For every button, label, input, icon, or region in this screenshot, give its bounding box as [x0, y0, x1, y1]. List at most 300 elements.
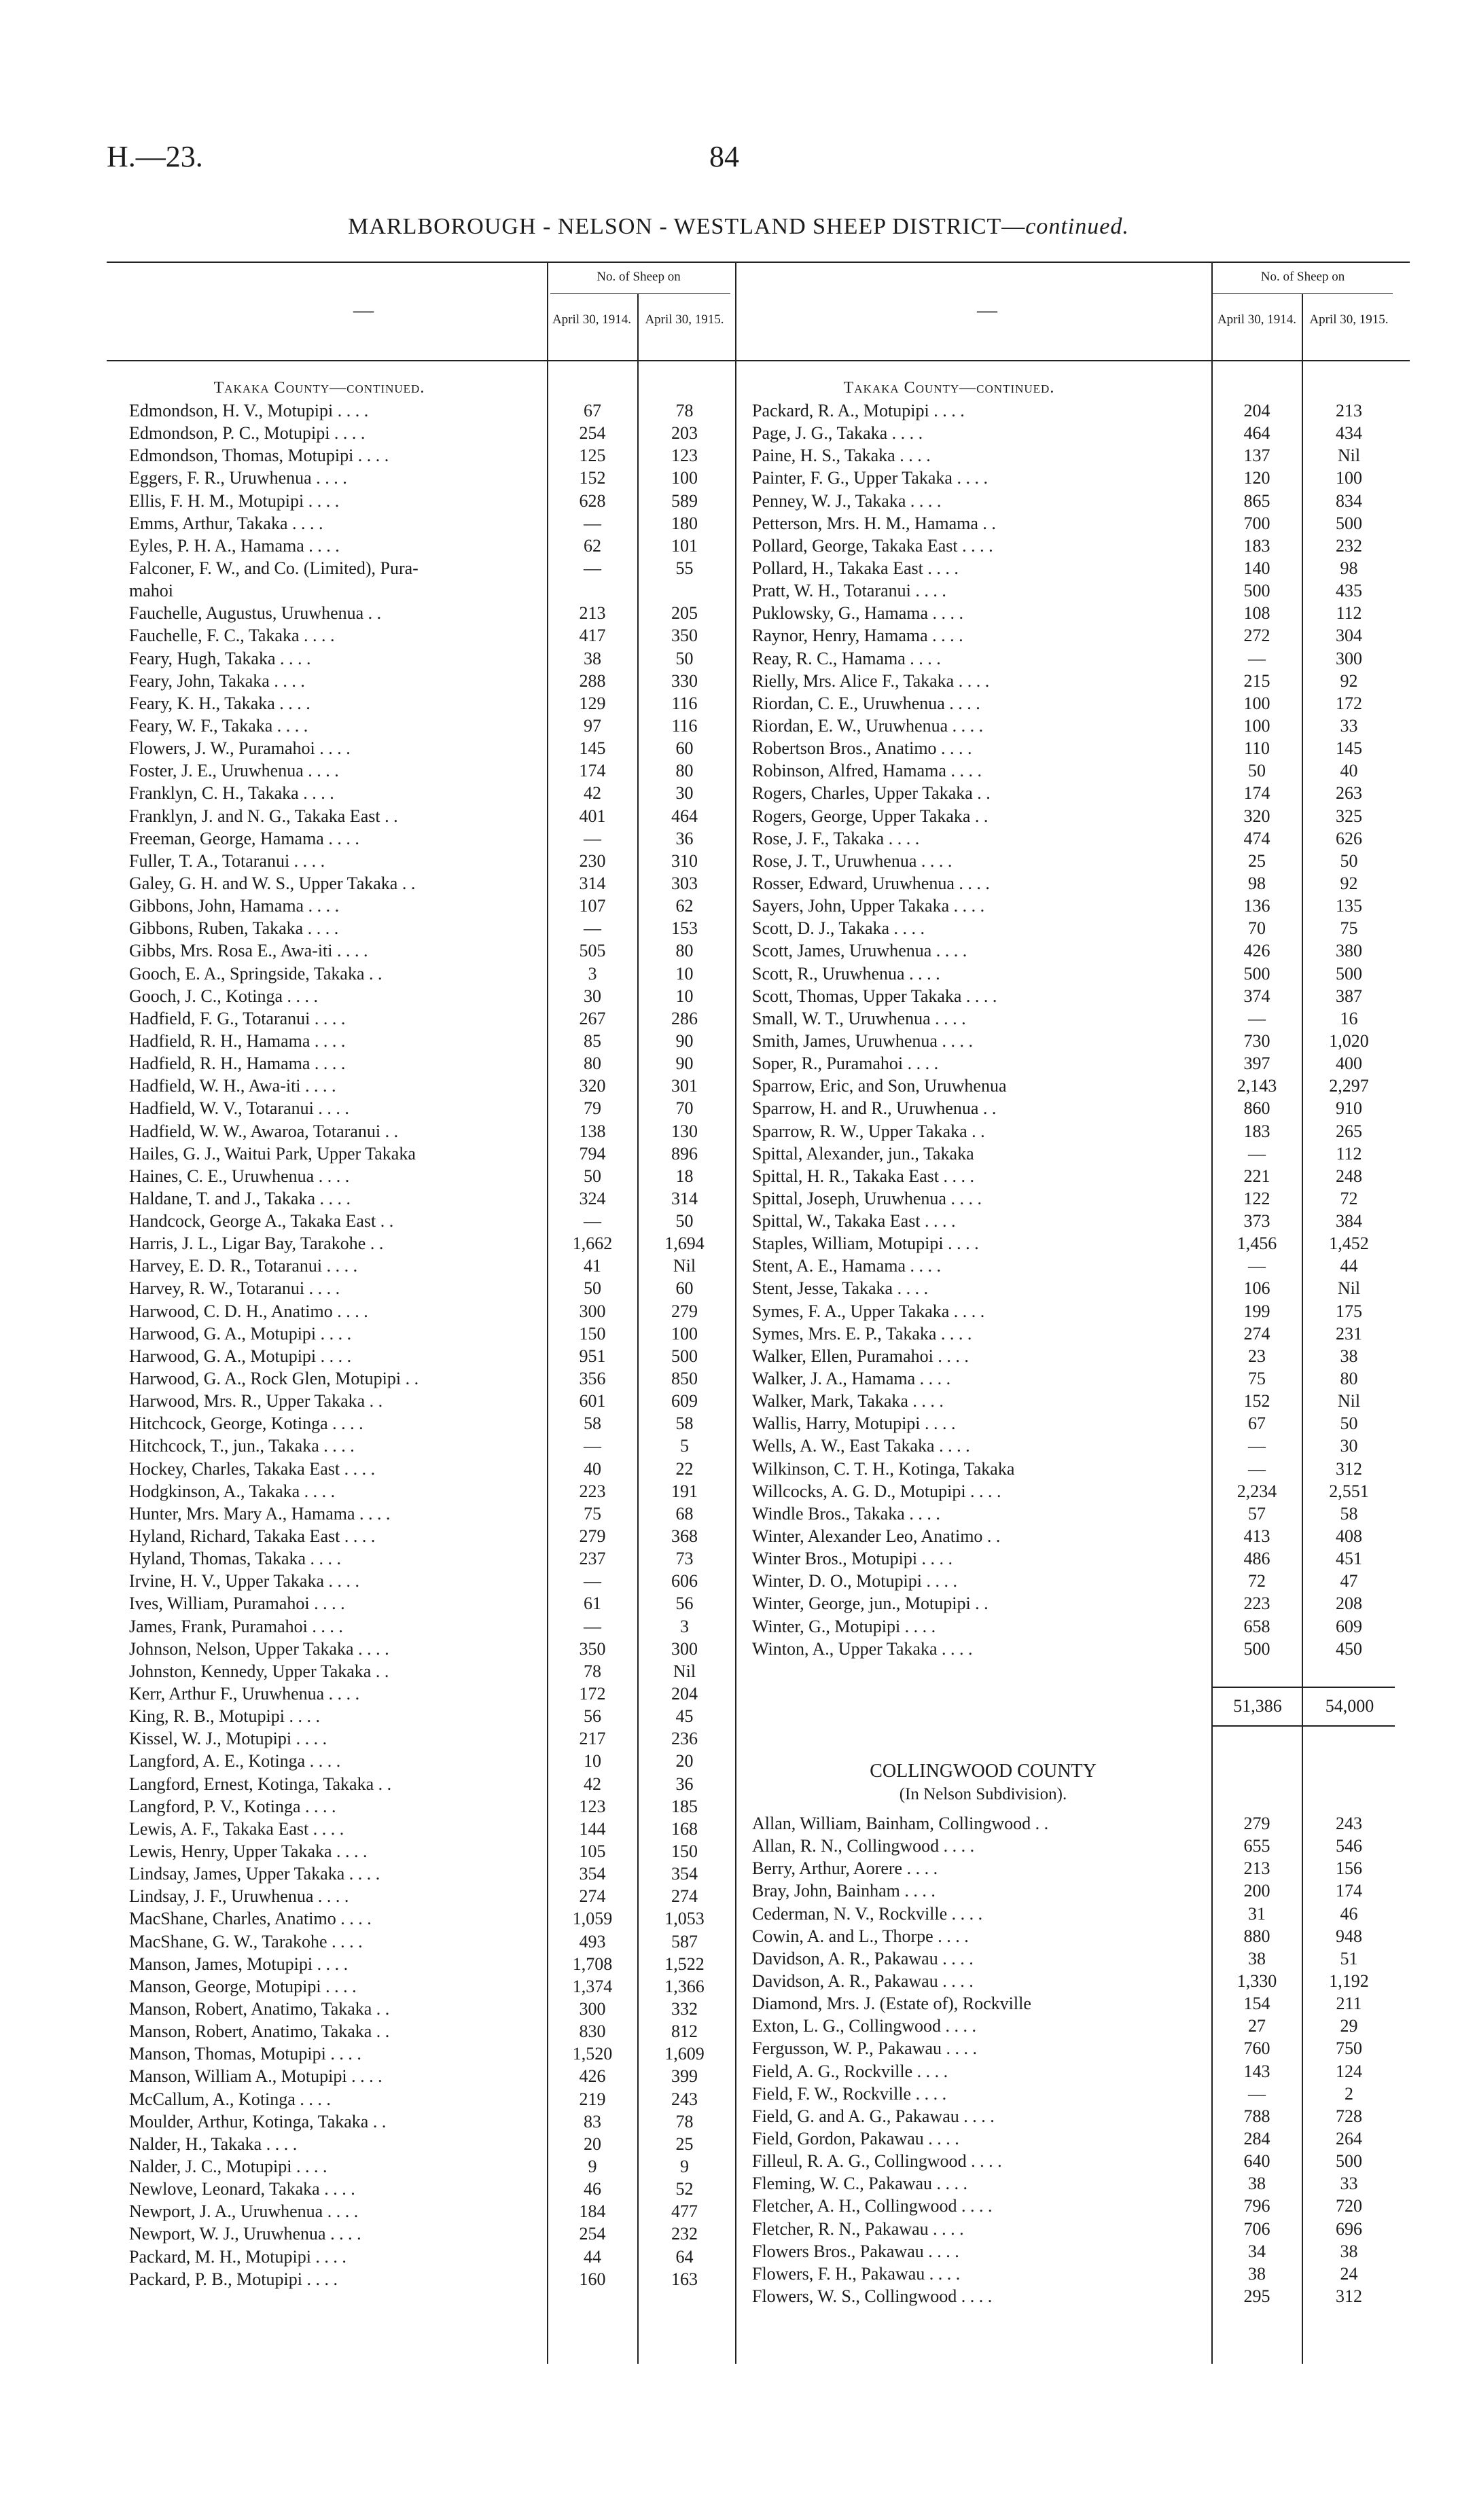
- table-row: [752, 1232, 1394, 1255]
- right-col2-header: April 30, 1915.: [1309, 312, 1389, 327]
- table-row: [129, 737, 730, 759]
- table-row: [752, 422, 1394, 444]
- table-row: [752, 827, 1394, 850]
- sheep-count-1914: 31: [1248, 1903, 1266, 1924]
- sheep-count-1915: 36: [675, 1774, 694, 1794]
- table-row: [752, 917, 1394, 939]
- sheep-count-1914: 40: [584, 1458, 601, 1479]
- sheep-count-1914: 505: [579, 941, 606, 961]
- sheep-owner-name: Gibbons, Ruben, Takaka . . . .: [129, 918, 339, 939]
- sheep-count-1914: 62: [584, 535, 601, 556]
- sheep-owner-name: Pratt, W. H., Totaranui . . . .: [752, 581, 946, 601]
- table-row: [129, 602, 730, 624]
- sheep-owner-name: Spittal, Joseph, Uruwhenua . . . .: [752, 1188, 982, 1208]
- sheep-owner-name: James, Frank, Puramahoi . . . .: [129, 1616, 343, 1636]
- sheep-count-1914: 125: [579, 446, 606, 466]
- sheep-count-1915: 1,609: [664, 2044, 705, 2064]
- sheep-count-1914: 658: [1243, 1616, 1270, 1636]
- sheep-count-1914: 80: [584, 1054, 601, 1074]
- sheep-owner-name: Langford, P. V., Kotinga . . . .: [129, 1796, 336, 1816]
- table-row: [129, 1547, 730, 1570]
- sheep-owner-name: Haldane, T. and J., Takaka . . . .: [129, 1188, 351, 1208]
- table-row: [129, 579, 730, 602]
- sheep-count-1914: 200: [1243, 1881, 1270, 1901]
- sheep-count-1914: 401: [579, 806, 606, 826]
- sheep-owner-name: Winter, George, jun., Motupipi . .: [752, 1594, 989, 1614]
- sheep-owner-name: Rogers, Charles, Upper Takaka . .: [752, 783, 991, 804]
- sheep-owner-name: Newport, W. J., Uruwhenua . . . .: [129, 2224, 361, 2244]
- table-row: [752, 759, 1394, 782]
- table-row: [752, 1480, 1394, 1502]
- table-row: [129, 1435, 730, 1457]
- table-row: [129, 399, 730, 422]
- sheep-owner-name: Puklowsky, G., Hamama . . . .: [752, 603, 964, 624]
- sheep-count-1914: 44: [584, 2246, 601, 2267]
- sheep-count-1915: 750: [1336, 2038, 1362, 2059]
- table-row: [129, 1773, 730, 1795]
- sheep-owner-name: Scott, James, Uruwhenua . . . .: [752, 941, 967, 961]
- table-row: [752, 1435, 1394, 1457]
- table-row: [129, 2200, 730, 2222]
- sheep-owner-name: Paine, H. S., Takaka . . . .: [752, 446, 931, 466]
- table-row: [129, 535, 730, 557]
- sheep-owner-name: Filleul, R. A. G., Collingwood . . . .: [752, 2151, 1002, 2172]
- sheep-count-1914: 500: [1243, 1638, 1270, 1659]
- table-row: [129, 1953, 730, 1975]
- table-row: [129, 827, 730, 850]
- sheep-count-1914: 628: [579, 490, 606, 511]
- page-title: [0, 214, 1477, 240]
- sheep-count-1914: 1,708: [572, 1954, 613, 1974]
- sheep-owner-name: Hadfield, R. H., Hamama . . . .: [129, 1030, 346, 1051]
- sheep-count-1914: 183: [1243, 535, 1270, 556]
- sheep-count-1915: 609: [671, 1391, 698, 1411]
- sheep-owner-name: Raynor, Henry, Hamama . . . .: [752, 626, 963, 646]
- sheep-count-1915: 546: [1336, 1836, 1362, 1856]
- table-row: [129, 1300, 730, 1322]
- sheep-count-1915: 44: [1340, 1256, 1358, 1276]
- sheep-count-1915: 51: [1340, 1948, 1358, 1968]
- sheep-count-1914: 41: [584, 1256, 601, 1276]
- table-row: [129, 1615, 730, 1638]
- sheep-count-1914: 97: [584, 715, 601, 736]
- sheep-owner-name: Stent, A. E., Hamama . . . .: [752, 1256, 942, 1276]
- sheep-owner-name: Diamond, Mrs. J. (Estate of), Rockville: [752, 1994, 1031, 2014]
- sheep-owner-name: Berry, Arthur, Aorere . . . .: [752, 1858, 938, 1879]
- sheep-count-1915: 78: [675, 401, 694, 420]
- sheep-count-1915: 58: [675, 1414, 694, 1434]
- sheep-count-1914: 150: [579, 1323, 606, 1344]
- sheep-count-1915: 98: [1340, 558, 1358, 578]
- sheep-count-1914: 279: [1243, 1814, 1270, 1833]
- sheep-count-1914: 10: [584, 1751, 601, 1771]
- sheep-count-1914: 143: [1243, 2061, 1270, 2081]
- sheep-count-1914: 106: [1243, 1278, 1270, 1299]
- sheep-count-1915: Nil: [1337, 446, 1361, 466]
- table-row: [752, 2127, 1394, 2150]
- table-row: [752, 1142, 1394, 1165]
- table-row: [129, 1030, 730, 1052]
- sheep-owner-name: Kissel, W. J., Motupipi . . . .: [129, 1729, 327, 1749]
- sheep-count-1914: 760: [1243, 2038, 1270, 2059]
- sheep-count-1915: 56: [675, 1594, 694, 1614]
- sheep-owner-name: Hyland, Richard, Takaka East . . . .: [129, 1526, 376, 1547]
- sheep-count-1915: 5: [680, 1436, 689, 1456]
- table-row: [129, 2268, 730, 2290]
- sheep-owner-name: Rose, J. F., Takaka . . . .: [752, 828, 920, 848]
- sheep-owner-name: Field, Gordon, Pakawau . . . .: [752, 2128, 959, 2148]
- table-row: [752, 1030, 1394, 1052]
- sheep-count-1915: 589: [671, 490, 698, 511]
- sheep-count-1914: —: [584, 513, 601, 533]
- sheep-count-1914: 486: [1243, 1549, 1270, 1569]
- sheep-owner-name: Sparrow, Eric, and Son, Uruwhenua: [752, 1076, 1007, 1096]
- table-row: [129, 557, 730, 579]
- sheep-owner-name: Hitchcock, George, Kotinga . . . .: [129, 1414, 363, 1434]
- sheep-count-1915: 248: [1336, 1166, 1362, 1186]
- sheep-owner-name: Rogers, George, Upper Takaka . .: [752, 806, 989, 826]
- sheep-owner-name: Small, W. T., Uruwhenua . . . .: [752, 1008, 966, 1028]
- sheep-count-1914: 58: [584, 1414, 601, 1434]
- sheep-count-1914: 61: [584, 1594, 601, 1614]
- sheep-count-1915: 75: [1340, 918, 1358, 939]
- table-row: [752, 1879, 1394, 1902]
- sheep-owner-name: Harwood, C. D. H., Anatimo . . . .: [129, 1301, 368, 1321]
- left-col2-header: April 30, 1915.: [645, 312, 724, 327]
- sheep-owner-name: Stent, Jesse, Takaka . . . .: [752, 1278, 929, 1299]
- sheep-count-1914: 79: [584, 1098, 601, 1119]
- sheep-count-1914: 85: [584, 1030, 601, 1051]
- sheep-owner-name: Spittal, Alexander, jun., Takaka: [752, 1143, 974, 1164]
- sheep-count-1914: 324: [579, 1188, 606, 1208]
- table-row: [129, 1210, 730, 1232]
- sheep-count-1915: 205: [671, 603, 698, 624]
- table-row: [752, 512, 1394, 535]
- sheep-count-1914: 38: [1248, 1948, 1266, 1968]
- sheep-count-1915: 123: [671, 446, 698, 466]
- sheep-count-1915: 325: [1336, 806, 1362, 826]
- sheep-owner-name: Gibbs, Mrs. Rosa E., Awa-iti . . . .: [129, 941, 368, 961]
- sheep-count-1914: 50: [1248, 761, 1266, 781]
- sheep-count-1915: 124: [1336, 2061, 1362, 2081]
- sheep-count-1915: 163: [671, 2269, 698, 2289]
- sheep-owner-name: Sparrow, H. and R., Uruwhenua . .: [752, 1098, 997, 1119]
- sheep-owner-name: Symes, F. A., Upper Takaka . . . .: [752, 1301, 985, 1321]
- sheep-count-1914: 706: [1243, 2218, 1270, 2239]
- table-row: [129, 782, 730, 804]
- sheep-owner-name: Gibbons, John, Hamama . . . .: [129, 896, 340, 916]
- table-row: [129, 490, 730, 512]
- table-row: [129, 1458, 730, 1480]
- sheep-count-1915: 310: [671, 850, 698, 871]
- sheep-count-1915: 1,452: [1329, 1234, 1369, 1254]
- table-row: [129, 2155, 730, 2178]
- table-row: [129, 917, 730, 939]
- sheep-count-1914: 397: [1243, 1054, 1270, 1074]
- sheep-count-1914: 46: [584, 2179, 601, 2199]
- table-row: [129, 1007, 730, 1030]
- left-group-header: No. of Sheep on: [597, 270, 681, 284]
- sheep-count-1915: 38: [1340, 2241, 1358, 2261]
- sheep-count-1914: 417: [579, 626, 606, 646]
- sheep-count-1914: 865: [1243, 490, 1270, 511]
- table-row: [752, 1367, 1394, 1390]
- sheep-count-1915: 62: [675, 896, 694, 916]
- sheep-owner-name: Fletcher, A. H., Collingwood . . . .: [752, 2196, 993, 2216]
- sheep-count-1914: 108: [1243, 603, 1270, 624]
- sheep-owner-name: Hockey, Charles, Takaka East . . . .: [129, 1458, 376, 1479]
- sheep-owner-name: Rosser, Edward, Uruwhenua . . . .: [752, 873, 990, 893]
- sheep-count-1914: 122: [1243, 1188, 1270, 1208]
- sheep-owner-name: Manson, Robert, Anatimo, Takaka . .: [129, 1998, 390, 2019]
- sheep-count-1915: 2,551: [1329, 1481, 1369, 1501]
- sheep-count-1915: 100: [1336, 468, 1362, 488]
- sheep-count-1914: —: [584, 1616, 601, 1636]
- sheep-count-1914: 320: [1243, 806, 1270, 826]
- sheep-count-1914: 217: [579, 1729, 606, 1749]
- sheep-count-1915: 3: [680, 1616, 689, 1636]
- sheep-count-1915: 16: [1340, 1008, 1358, 1028]
- sheep-owner-name: Handcock, George A., Takaka East . .: [129, 1211, 394, 1231]
- table-row: [752, 1007, 1394, 1030]
- sheep-count-1915: 300: [1336, 648, 1362, 668]
- table-row: [752, 895, 1394, 917]
- sheep-owner-name: Fleming, W. C., Pakawau . . . .: [752, 2174, 968, 2194]
- sheep-count-1915: 116: [671, 693, 698, 713]
- table-row: [752, 1547, 1394, 1570]
- table-row: [129, 1705, 730, 1727]
- table-row: [129, 1502, 730, 1525]
- sheep-count-1914: —: [584, 1571, 601, 1591]
- sheep-count-1914: 830: [579, 2021, 606, 2042]
- sheep-count-1914: 137: [1243, 446, 1270, 466]
- sheep-count-1915: 60: [675, 1278, 694, 1299]
- sheep-count-1914: 500: [1243, 963, 1270, 984]
- sheep-count-1915: 116: [671, 715, 698, 736]
- table-row: [752, 1502, 1394, 1525]
- table-row: [752, 2083, 1394, 2105]
- sheep-count-1914: 70: [1248, 918, 1266, 939]
- table-row: [752, 715, 1394, 737]
- sheep-count-1914: 83: [584, 2111, 601, 2131]
- table-row: [752, 1857, 1394, 1879]
- sheep-owner-name: Flowers, F. H., Pakawau . . . .: [752, 2263, 961, 2284]
- sheep-count-1915: 1,192: [1329, 1970, 1369, 1991]
- table-row: [129, 1862, 730, 1885]
- sheep-count-1914: 373: [1243, 1211, 1270, 1231]
- table-row: [752, 1835, 1394, 1857]
- sheep-count-1914: 154: [1243, 1994, 1270, 2014]
- sheep-owner-name: Ellis, F. H. M., Motupipi . . . .: [129, 490, 340, 511]
- sheep-count-1914: 9: [588, 2156, 597, 2176]
- table-row: [129, 2222, 730, 2245]
- sheep-owner-name: Walker, J. A., Hamama . . . .: [752, 1369, 951, 1389]
- sheep-count-1915: 500: [1336, 963, 1362, 984]
- table-row: [129, 647, 730, 670]
- sheep-count-1914: —: [584, 1211, 601, 1231]
- sheep-count-1915: 380: [1336, 941, 1362, 961]
- table-row: [129, 692, 730, 715]
- table-row: [752, 1277, 1394, 1299]
- sheep-count-1915: 609: [1336, 1616, 1362, 1636]
- left-rows: [129, 399, 730, 2290]
- sheep-count-1914: 152: [579, 468, 606, 488]
- sheep-count-1915: 408: [1336, 1526, 1362, 1547]
- sheep-owner-name: Emms, Arthur, Takaka . . . .: [129, 513, 323, 533]
- sheep-count-1914: 1,374: [572, 1976, 613, 1996]
- sheep-count-1914: 493: [579, 1931, 606, 1951]
- document-reference: H.—23.: [107, 140, 203, 173]
- sheep-count-1915: 332: [671, 1998, 698, 2019]
- sheep-count-1914: 640: [1243, 2151, 1270, 2172]
- sheep-owner-name: Harwood, G. A., Motupipi . . . .: [129, 1346, 352, 1366]
- sheep-count-1914: 300: [579, 1301, 606, 1321]
- sheep-count-1915: 168: [671, 1818, 698, 1839]
- sheep-count-1915: 174: [1336, 1881, 1362, 1901]
- sheep-count-1914: 1,059: [572, 1909, 613, 1929]
- right-table: [752, 377, 1394, 1660]
- sheep-count-1914: 75: [584, 1503, 601, 1524]
- sheep-owner-name: Davidson, A. R., Pakawau . . . .: [752, 1948, 974, 1968]
- table-row: [129, 1412, 730, 1435]
- table-row: [752, 624, 1394, 647]
- sheep-owner-name: Falconer, F. W., and Co. (Limited), Pura-: [129, 558, 419, 578]
- table-row: [752, 1120, 1394, 1142]
- table-row: [129, 1907, 730, 1930]
- sheep-count-1914: 279: [579, 1526, 606, 1547]
- table-row: [752, 1187, 1394, 1210]
- table-row: [752, 1925, 1394, 1947]
- sheep-count-1914: 183: [1243, 1121, 1270, 1141]
- sheep-count-1915: 1,694: [664, 1234, 705, 1254]
- sheep-owner-name: Packard, R. A., Motupipi . . . .: [752, 401, 965, 420]
- sheep-count-1914: 38: [584, 648, 601, 668]
- sheep-count-1914: 655: [1243, 1836, 1270, 1856]
- sheep-count-1914: 27: [1248, 2016, 1266, 2036]
- right-col1-header: April 30, 1914.: [1217, 312, 1297, 327]
- sheep-count-1915: 208: [1336, 1594, 1362, 1614]
- sheep-owner-name: Hyland, Thomas, Takaka . . . .: [129, 1549, 342, 1569]
- sheep-count-1915: 2,297: [1329, 1076, 1369, 1096]
- sheep-count-1914: 254: [579, 2224, 606, 2244]
- sheep-count-1915: 47: [1340, 1571, 1358, 1591]
- table-row: [129, 939, 730, 962]
- sheep-owner-name: Langford, Ernest, Kotinga, Takaka . .: [129, 1774, 392, 1794]
- table-row: [129, 1795, 730, 1818]
- sheep-owner-name: Eyles, P. H. A., Hamama . . . .: [129, 535, 340, 556]
- sheep-count-1915: 434: [1336, 423, 1362, 444]
- table-row: [129, 1885, 730, 1907]
- sheep-count-1915: 50: [1340, 850, 1358, 871]
- table-row: [752, 1052, 1394, 1075]
- sheep-count-1914: 107: [579, 896, 606, 916]
- sheep-count-1914: 474: [1243, 828, 1270, 848]
- sheep-owner-name: McCallum, A., Kotinga . . . .: [129, 2089, 331, 2109]
- table-row: [129, 2020, 730, 2042]
- sheep-count-1915: 20: [675, 1751, 694, 1771]
- sheep-count-1915: 204: [671, 1684, 698, 1704]
- sheep-owner-name: Franklyn, C. H., Takaka . . . .: [129, 783, 334, 804]
- table-row: [129, 2178, 730, 2200]
- sheep-owner-name: Kerr, Arthur F., Uruwhenua . . . .: [129, 1684, 360, 1704]
- table-row: [129, 512, 730, 535]
- table-row: [129, 2042, 730, 2065]
- sheep-count-1915: 73: [675, 1549, 694, 1569]
- sheep-owner-name: Flowers, J. W., Puramahoi . . . .: [129, 738, 351, 759]
- table-row: [752, 2015, 1394, 2037]
- table-row: [129, 1975, 730, 1998]
- sheep-count-1915: 303: [671, 873, 698, 893]
- table-row: [752, 579, 1394, 602]
- sheep-count-1914: 274: [579, 1886, 606, 1907]
- sheep-count-1914: 1,662: [572, 1234, 613, 1254]
- table-row: [129, 1592, 730, 1615]
- sheep-count-1914: 138: [579, 1121, 606, 1141]
- sheep-owner-name: Feary, John, Takaka . . . .: [129, 670, 305, 691]
- right-rows: [752, 399, 1394, 1660]
- sheep-count-1915: 112: [1336, 1143, 1362, 1164]
- table-row: [752, 2240, 1394, 2263]
- sheep-count-1914: 144: [579, 1818, 606, 1839]
- sheep-count-1915: 384: [1336, 1211, 1362, 1231]
- table-row: [752, 2060, 1394, 2083]
- sheep-owner-name: Fletcher, R. N., Pakawau . . . .: [752, 2218, 964, 2239]
- sheep-owner-name: Windle Bros., Takaka . . . .: [752, 1503, 940, 1524]
- sheep-count-1914: 951: [579, 1346, 606, 1366]
- sheep-owner-name: Field, F. W., Rockville . . . .: [752, 2083, 947, 2104]
- sheep-count-1914: 860: [1243, 1098, 1270, 1119]
- table-row: [129, 1390, 730, 1412]
- table-row: [752, 490, 1394, 512]
- sheep-count-1915: 36: [675, 828, 694, 848]
- sheep-count-1914: 100: [1243, 693, 1270, 713]
- sheep-count-1914: 174: [579, 761, 606, 781]
- sheep-count-1915: 314: [671, 1188, 698, 1208]
- table-row: [752, 692, 1394, 715]
- sheep-count-1915: 80: [675, 761, 694, 781]
- sheep-count-1914: —: [584, 1436, 601, 1456]
- table-row: [129, 715, 730, 737]
- sheep-owner-name: Walker, Ellen, Puramahoi . . . .: [752, 1346, 969, 1366]
- sheep-count-1915: 236: [671, 1729, 698, 1749]
- sheep-count-1914: 230: [579, 850, 606, 871]
- sheep-owner-name: Staples, William, Motupipi . . . .: [752, 1234, 979, 1254]
- sheep-owner-name: Winter Bros., Motupipi . . . .: [752, 1549, 953, 1569]
- total-rule-top: [1211, 1687, 1395, 1688]
- sheep-count-1914: 354: [579, 1864, 606, 1884]
- right-name-column-header: —: [977, 299, 997, 321]
- table-row: [752, 1255, 1394, 1277]
- sheep-count-1914: 788: [1243, 2106, 1270, 2126]
- sheep-owner-name: Lewis, Henry, Upper Takaka . . . .: [129, 1841, 368, 1861]
- sheep-count-1914: 38: [1248, 2174, 1266, 2194]
- right-section-heading: Takaka County—continued.: [843, 379, 1055, 397]
- table-row: [129, 1480, 730, 1502]
- sheep-count-1914: —: [584, 918, 601, 939]
- sheep-count-1915: 304: [1336, 626, 1362, 646]
- collingwood-rows: [752, 1812, 1394, 2307]
- sheep-count-1915: 135: [1336, 896, 1362, 916]
- sheep-count-1914: 67: [1248, 1414, 1266, 1434]
- table-row: [752, 2195, 1394, 2217]
- table-row: [752, 1322, 1394, 1345]
- sheep-owner-name: Hunter, Mrs. Mary A., Hamama . . . .: [129, 1503, 391, 1524]
- sheep-owner-name: Winter, G., Motupipi . . . .: [752, 1616, 936, 1636]
- sheep-count-1915: 145: [1336, 738, 1362, 759]
- sheep-owner-name: Haines, C. E., Uruwhenua . . . .: [129, 1166, 350, 1186]
- sheep-count-1914: 2,234: [1236, 1481, 1277, 1501]
- sheep-count-1914: 295: [1243, 2286, 1270, 2306]
